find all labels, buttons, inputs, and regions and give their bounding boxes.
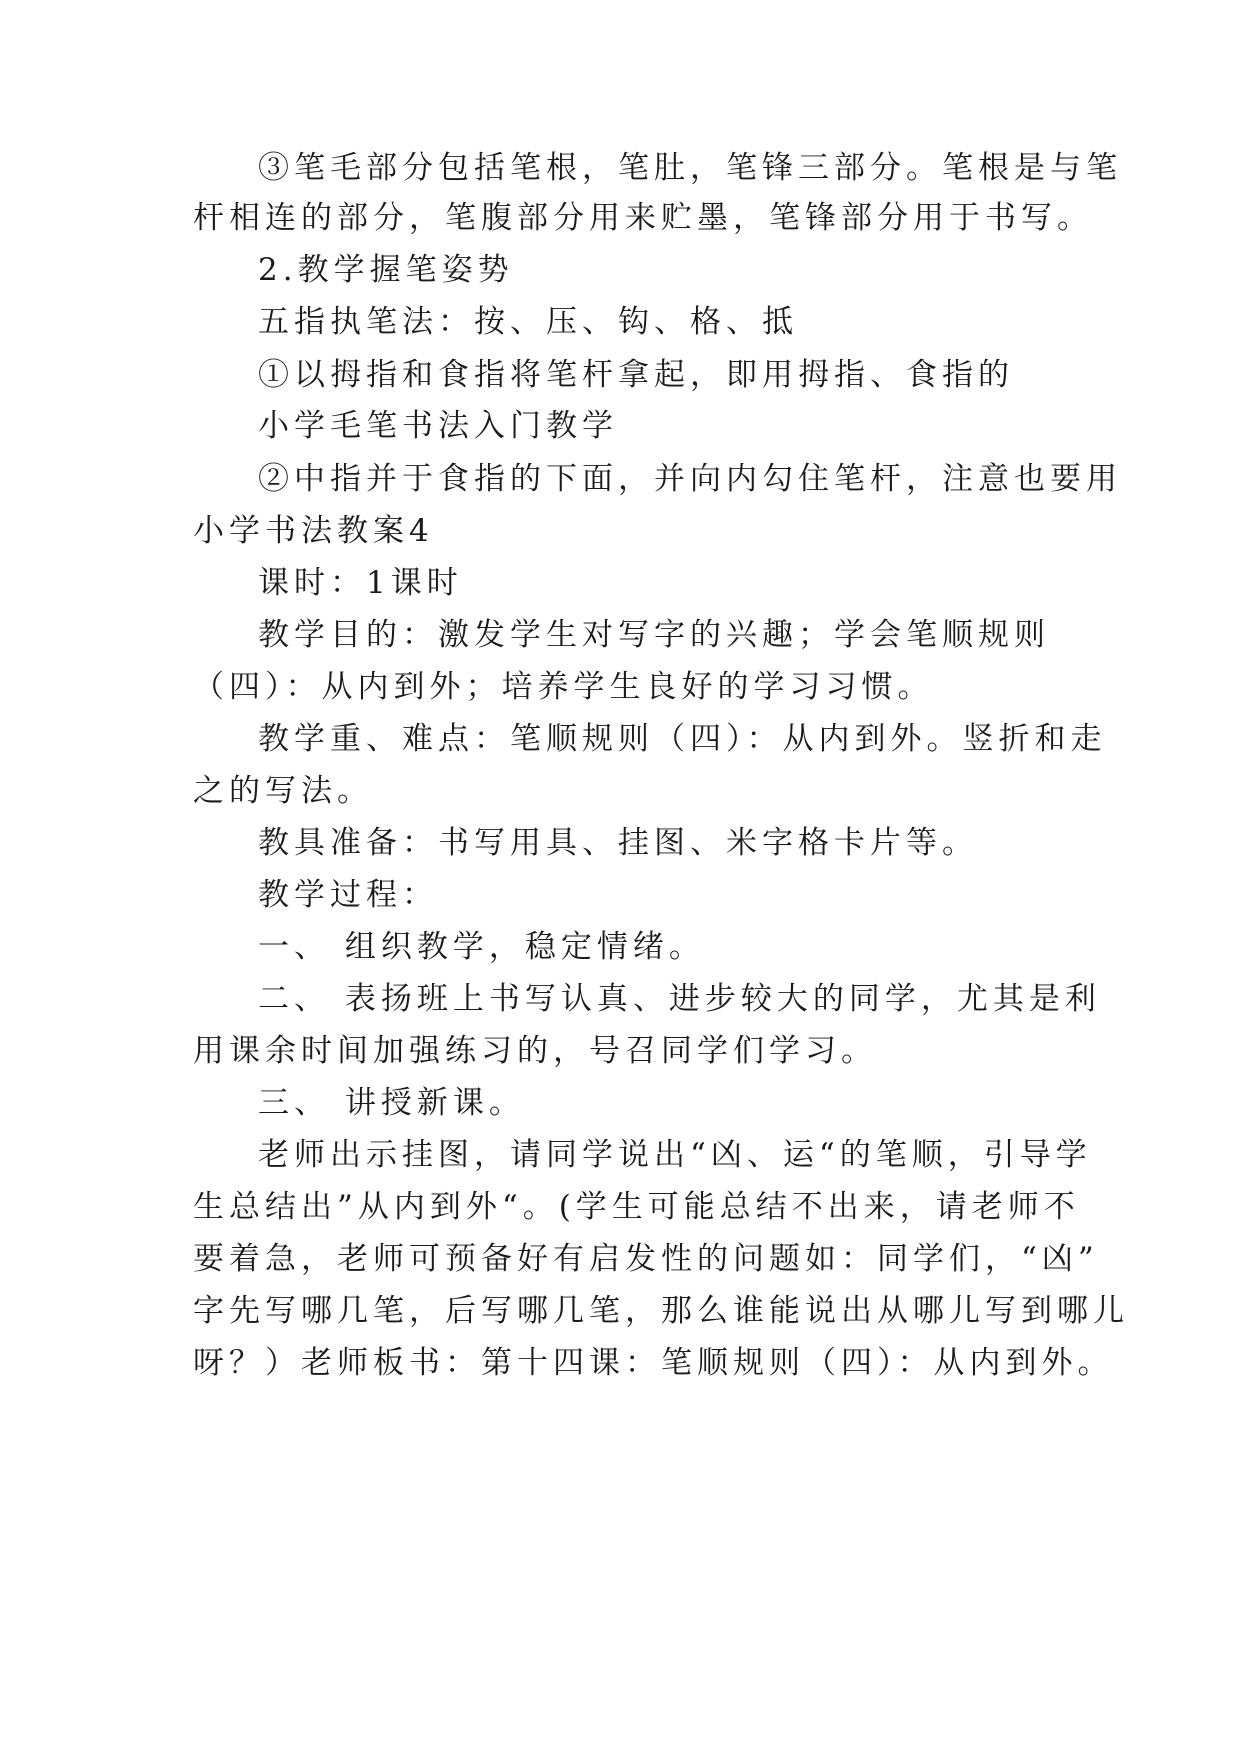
paragraph-line: 要着急，老师可预备好有启发性的问题如：同学们，“凶” — [193, 1241, 1099, 1277]
paragraph-line: 小学书法教案4 — [193, 513, 434, 549]
paragraph-line: 生总结出”从内到外“。(学生可能总结不出来，请老师不 — [193, 1189, 1080, 1225]
paragraph-line: ②中指并于食指的下面，并向内勾住笔杆，注意也要用 — [258, 461, 1122, 497]
paragraph-line: ③笔毛部分包括笔根，笔肚，笔锋三部分。笔根是与笔 — [258, 150, 1122, 186]
paragraph-line: 老师出示挂图，请同学说出“凶、运“的笔顺，引导学 — [258, 1137, 1092, 1173]
paragraph-line: 课时：1课时 — [258, 565, 463, 601]
paragraph-line: 教学过程： — [258, 877, 438, 913]
paragraph-line: 字先写哪几笔，后写哪几笔，那么谁能说出从哪儿写到哪儿 — [193, 1293, 1129, 1329]
section-heading: 2.教学握笔姿势 — [258, 252, 514, 288]
paragraph-line: 五指执笔法：按、压、钩、格、抵 — [258, 304, 798, 340]
paragraph-line: 三、 讲授新课。 — [258, 1085, 525, 1121]
paragraph-line: 二、 表扬班上书写认真、进步较大的同学，尤其是利 — [258, 981, 1101, 1017]
paragraph-line: （四）：从内到外；培养学生良好的学习习惯。 — [193, 669, 934, 705]
paragraph-line: 教具准备：书写用具、挂图、米字格卡片等。 — [258, 825, 978, 861]
paragraph-line: 之的写法。 — [193, 773, 373, 809]
paragraph-line: 杆相连的部分，笔腹部分用来贮墨，笔锋部分用于书写。 — [193, 200, 1093, 236]
paragraph-line: 用课余时间加强练习的，号召同学们学习。 — [193, 1033, 877, 1069]
paragraph-line: 呀？）老师板书：第十四课：笔顺规则（四）：从内到外。 — [193, 1345, 1114, 1381]
paragraph-line: 教学重、难点：笔顺规则（四）：从内到外。竖折和走 — [258, 721, 1107, 757]
paragraph-line: 教学目的：激发学生对写字的兴趣；学会笔顺规则 — [258, 617, 1050, 653]
paragraph-line: 小学毛笔书法入门教学 — [258, 408, 618, 444]
paragraph-line: ①以拇指和食指将笔杆拿起，即用拇指、食指的 — [258, 357, 1014, 393]
paragraph-line: 一、 组织教学，稳定情绪。 — [258, 929, 705, 965]
